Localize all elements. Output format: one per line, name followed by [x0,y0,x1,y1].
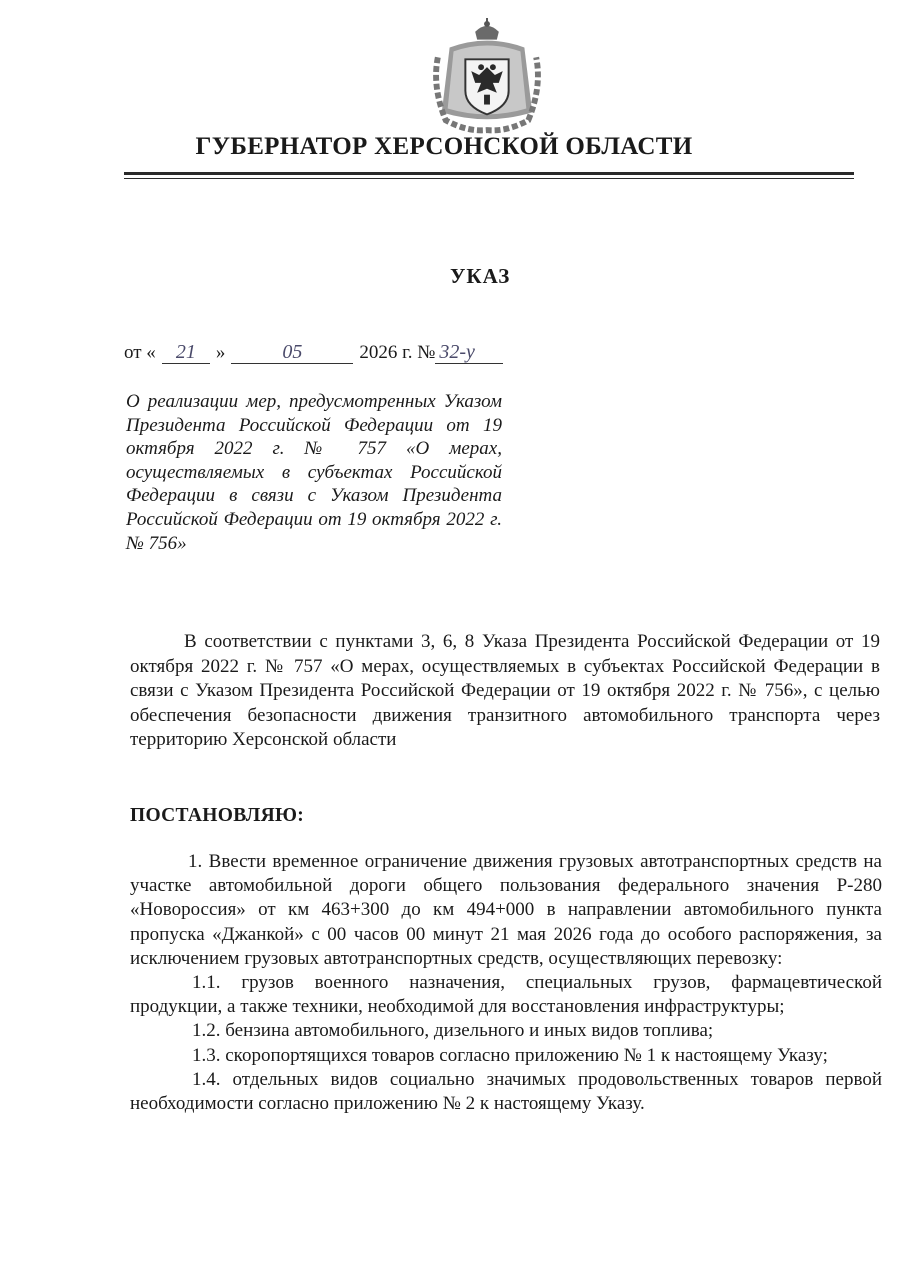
clause-1-2: 1.2. бензина автомобильного, дизельного и иных видов топлива; [192,1020,714,1042]
clause-1-4: 1.4. отдельных видов социально значимых продовольственных товаров первой необходимости согласно приложению № 2 к настоящему Указу. [130,1068,882,1115]
date-year: 2026 г. № [359,342,436,363]
date-prefix: от « [124,342,156,363]
document-type: УКАЗ [450,264,511,288]
document-subject [126,390,502,555]
clause-1: 1. Ввести временное ограничение движения грузовых автотранспортных средств на участке автомобильной дороги общего пользования федерального значения Р-280 «Новороссия» от км 463+300 до км 494+000 в направлении автомобильного пункта пропуска «Джанкой» с 00 часов 00 минут 21 мая 2026 года до особого распоряжения, за исключением грузовых автотранспортных средств, осуществляющих перевозку: [130,851,882,969]
clause-1-1: 1.1. грузов военного назначения, специальных грузов, фармацевтической продукции, а также техники, необходимой для восстановления инфраструктуры; [130,972,882,1018]
header-rule-thick [124,172,854,175]
date-quote-close: » [215,342,226,363]
date-day-handwritten: 21 [162,341,210,364]
header-rule-thin [124,178,854,179]
organization-title: ГУБЕРНАТОР ХЕРСОНСКОЙ ОБЛАСТИ [195,133,693,160]
clause-1-3: 1.3. скоропортящихся товаров согласно приложению № 1 к настоящему Указу; [192,1044,828,1066]
date-month-handwritten: 05 [231,341,353,364]
subject-text: О реализации мер, предусмотренных Указом Президента Российской Федерации от 19 октября 2022 г. № 757 «О мерах, осуществляемых в субъектах Российской Федерации в связи с Указом Президента Российской Федерации от 19 октября 2022 г. № 756» [126,391,502,554]
clauses-section [130,850,882,1116]
coat-of-arms-icon [428,18,546,136]
date-line [124,341,503,364]
document-number-handwritten: 32-у [435,341,503,364]
preamble-paragraph: В соответствии с пунктами 3, 6, 8 Указа Президента Российской Федерации от 19 октября 2022 г. № 757 «О мерах, осуществляемых в субъектах Российской Федерации в связи с Указом Президента Российской Федерации от 19 октября 2022 г. № 756», с целью обеспечения безопасности движения транзитного автомобильного транспорта через территорию Херсонской области [130,631,880,750]
resolves-heading: ПОСТАНОВЛЯЮ: [130,805,305,826]
